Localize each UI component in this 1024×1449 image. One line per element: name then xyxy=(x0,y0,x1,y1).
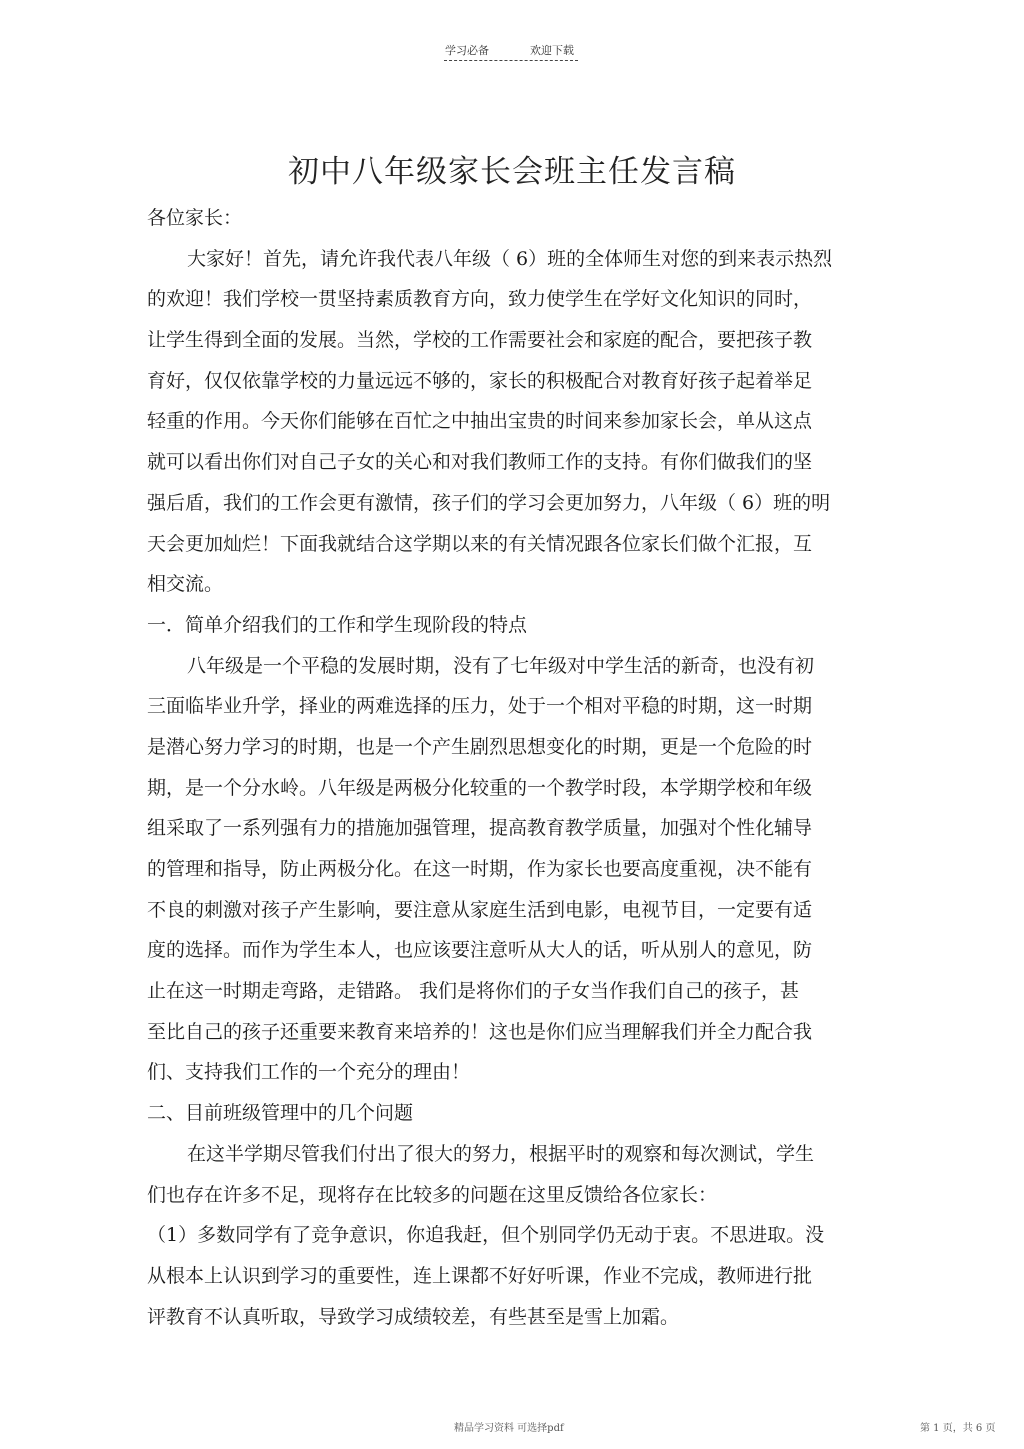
page-header xyxy=(0,40,1024,70)
text-line: 组采取了一系列强有力的措施加强管理，提高教育教学质量，加强对个性化辅导 xyxy=(147,817,813,840)
footer-source-text: 精品学习资料 可选择pdf xyxy=(454,1423,564,1434)
text-line: 度的选择。而作为学生本人，也应该要注意听从大人的话，听从别人的意见，防 xyxy=(147,939,813,962)
text-line: 让学生得到全面的发展。当然，学校的工作需要社会和家庭的配合，要把孩子教 xyxy=(147,329,813,352)
text-line: 大家好！首先，请允许我代表八年级（ 6）班的全体师生对您的到来表示热烈 xyxy=(187,247,833,270)
text-line: 止在这一时期走弯路，走错路。 我们是将你们的子女当作我们自己的孩子，甚 xyxy=(147,980,800,1003)
text-line: 八年级是一个平稳的发展时期，没有了七年级对中学生活的新奇，也没有初 xyxy=(187,654,815,677)
text-line: 不良的刺激对孩子产生影响，要注意从家庭生活到电影，电视节目，一定要有适 xyxy=(147,898,813,921)
text-line: 评教育不认真听取，导致学习成绩较差，有些甚至是雪上加霜。 xyxy=(147,1305,680,1328)
footer-page-number: 第 1 页，共 6 页 xyxy=(920,1423,996,1434)
text-line: 强后盾，我们的工作会更有激情，孩子们的学习会更加努力，八年级（ 6）班的明 xyxy=(147,491,831,514)
text-line: 二、目前班级管理中的几个问题 xyxy=(147,1102,414,1125)
text-line: 是潜心努力学习的时期，也是一个产生剧烈思想变化的时期，更是一个危险的时 xyxy=(147,735,813,758)
text-line: 就可以看出你们对自己子女的关心和对我们教师工作的支持。有你们做我们的坚 xyxy=(147,451,813,474)
header-left-text: 学习必备 xyxy=(445,44,489,57)
text-line: 轻重的作用。今天你们能够在百忙之中抽出宝贵的时间来参加家长会，单从这点 xyxy=(147,410,813,433)
text-line: 期，是一个分水岭。八年级是两极分化较重的一个教学时段，本学期学校和年级 xyxy=(147,776,813,799)
page-footer xyxy=(0,1419,1024,1439)
text-line: 相交流。 xyxy=(147,573,224,596)
text-line: （1）多数同学有了竞争意识，你追我赶，但个别同学仍无动于衷。不思进取。没 xyxy=(147,1224,825,1247)
header-right-text: 欢迎下载 xyxy=(530,44,574,57)
text-line: 育好，仅仅依靠学校的力量远远不够的，家长的积极配合对教育好孩子起着举足 xyxy=(147,369,813,392)
text-line: 一．简单介绍我们的工作和学生现阶段的特点 xyxy=(147,613,528,636)
text-line: 三面临毕业升学，择业的两难选择的压力，处于一个相对平稳的时期，这一时期 xyxy=(147,695,813,718)
text-line: 从根本上认识到学习的重要性，连上课都不好好听课，作业不完成，教师进行批 xyxy=(147,1264,813,1287)
text-line: 们也存在许多不足，现将存在比较多的问题在这里反馈给各位家长： xyxy=(147,1183,718,1206)
text-line: 天会更加灿烂！下面我就结合这学期以来的有关情况跟各位家长们做个汇报，互 xyxy=(147,532,813,555)
text-line: 的欢迎！我们学校一贯坚持素质教育方向，致力使学生在学好文化知识的同时， xyxy=(147,288,813,311)
text-line: 的管理和指导，防止两极分化。在这一时期，作为家长也要高度重视，决不能有 xyxy=(147,858,813,880)
text-line: 在这半学期尽管我们付出了很大的努力，根据平时的观察和每次测试，学生 xyxy=(187,1142,815,1165)
document-title: 初中八年级家长会班主任发言稿 xyxy=(288,154,736,190)
text-line: 各位家长： xyxy=(147,207,243,229)
header-dashed-rule xyxy=(444,60,578,61)
text-line: 至比自己的孩子还重要来教育来培养的！这也是你们应当理解我们并全力配合我 xyxy=(147,1020,813,1043)
text-line: 们、支持我们工作的一个充分的理由！ xyxy=(147,1061,471,1084)
document-body xyxy=(147,198,887,1337)
